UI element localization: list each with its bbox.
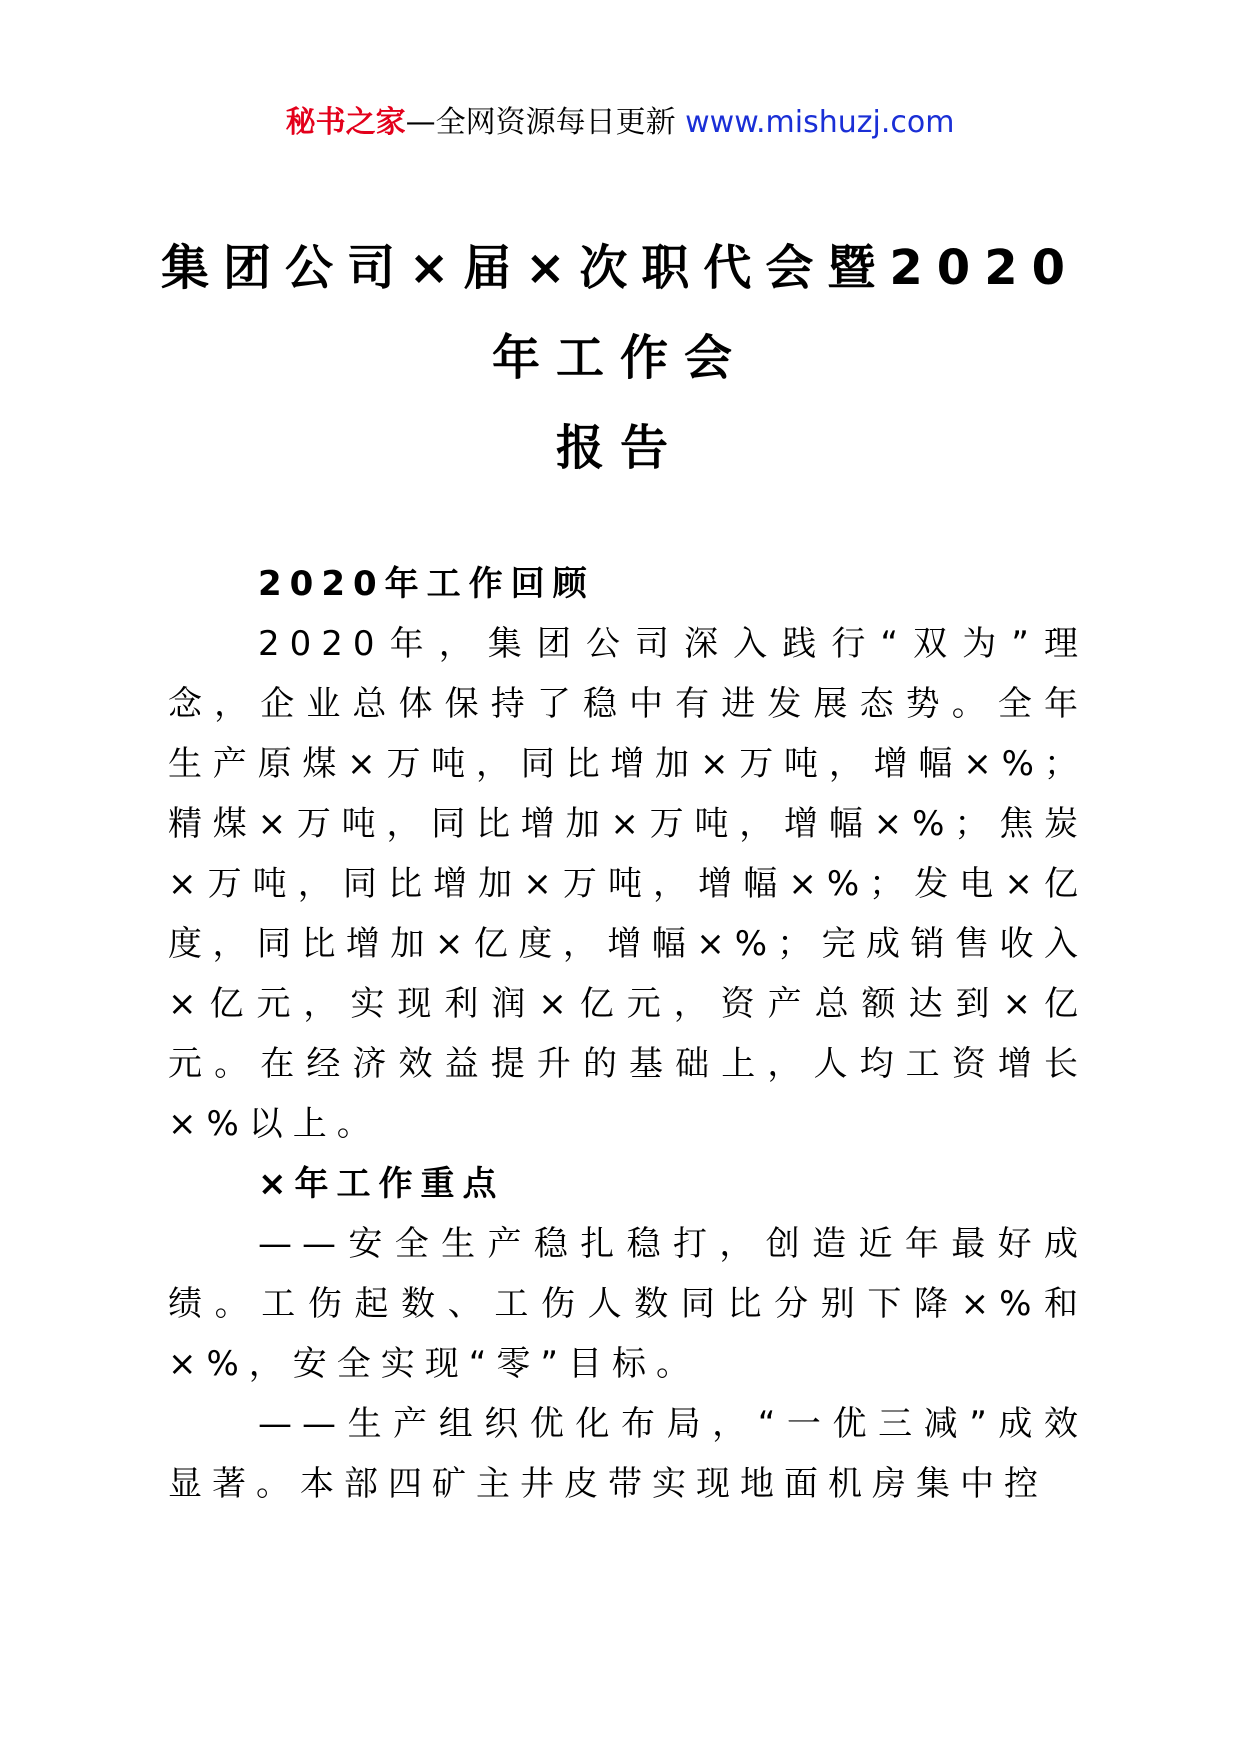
site-url-link[interactable]: www.mishuzj.com <box>685 105 955 140</box>
section-heading-focus: ×年工作重点 <box>258 1164 505 1204</box>
document-title-line-3: 报告 <box>555 420 684 476</box>
paragraph-production: ——生产组织优化布局，“一优三减”成效显著。本部四矿主井皮带实现地面机房集中控 <box>168 1404 1088 1504</box>
header-tagline: —全网资源每日更新 <box>405 105 676 140</box>
brand-name: 秘书之家 <box>285 105 406 140</box>
document-body <box>168 554 1088 1514</box>
paragraph-safety: ——安全生产稳扎稳打，创造近年最好成绩。工伤起数、工伤人数同比分别下降×%和×%，安全实现“零”目标。 <box>168 1224 1088 1384</box>
document-title-line-1: 集团公司×届×次职代会暨2020 <box>160 240 1080 296</box>
document-title-line-2: 年工作会 <box>491 330 748 386</box>
paragraph-review: 2020年，集团公司深入践行“双为”理念，企业总体保持了稳中有进发展态势。全年生产原煤×万吨，同比增加×万吨，增幅×%；精煤×万吨，同比增加×万吨，增幅×%；焦炭×万吨，同比增加×万吨，增幅×%；发电×亿度，同比增加×亿度，增幅×%；完成销售收入×亿元，实现利润×亿元，资产总额达到×亿元。在经济效益提升的基础上，人均工资增长×%以上。 <box>168 624 1088 1144</box>
section-heading-review: 2020年工作回顾 <box>258 564 595 604</box>
site-header <box>0 100 1240 146</box>
